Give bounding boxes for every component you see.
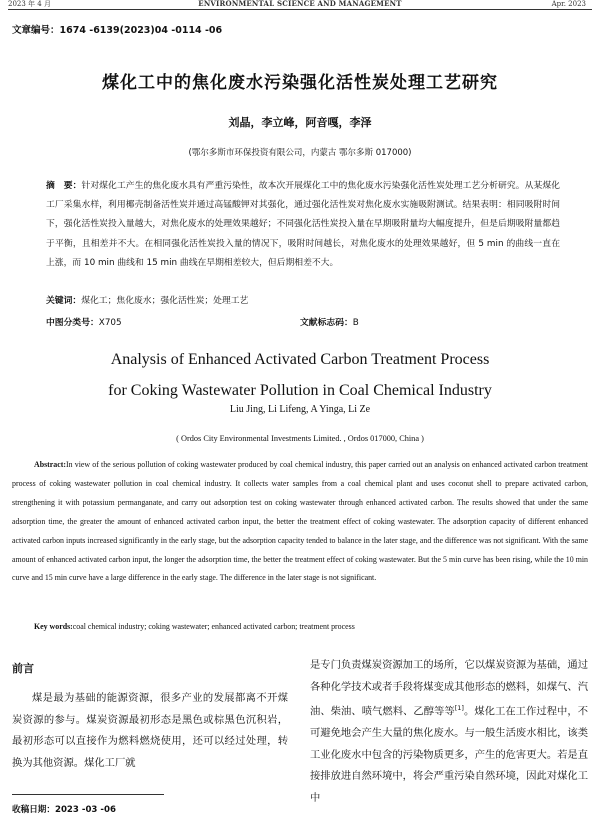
clc-value: X705 [98, 318, 122, 328]
keywords-en [34, 622, 355, 631]
title-en-line-1: Analysis of Enhanced Activated Carbon Treatment Process [110, 351, 490, 368]
header-rule [8, 9, 592, 10]
abstract-cn [46, 177, 560, 273]
body-column-right [310, 655, 588, 810]
paper-title-en [0, 344, 600, 406]
keywords-en-label: Key words: [34, 622, 73, 631]
keywords-cn-label: 关键词： [46, 296, 82, 306]
header-date-cn: 2023 年 4 月 [8, 0, 51, 8]
body-right-text-2: 。煤化工在工作过程中，不可避免地会产生大量的焦化废水。与一般生活废水相比，该类工业化废水中包含的污染物质更多，产生的危害更大。若是直接排放进自然环境中，将会严重污染自然环境，因此对煤化工中 [310, 705, 589, 804]
section-heading-preface: 前言 [12, 662, 34, 675]
header-date-en: Apr. 2023 [551, 0, 586, 8]
abstract-en-label: Abstract: [34, 460, 66, 469]
abstract-cn-text: 针对煤化工产生的焦化废水具有严重污染性，故本次开展煤化工中的焦化废水污染强化活性炭处理工艺分析研究。从某煤化工厂采集水样，利用椰壳制备活性炭并通过高锰酸钾对其强化，通过强化活性炭对焦化废水实施吸附测试。结果表明：相同吸附时间下，强化活性炭投入量越大，对焦化废水的处理效果越好；不同强化活性炭投入量在早期吸附量均大幅度提升，但是后期吸附量都趋于平衡，且相差并不大。在相同强化活性炭投入量的情况下，吸附时间越长，对焦化废水的处理效果越好，但 5 min 的曲线一直在上涨，而 10 min 曲线和 15 min 曲线在早期相差较大，但后期相差不大。 [46, 181, 560, 268]
classification-line [46, 315, 566, 328]
body-paragraph-right [310, 655, 588, 810]
body-right-text-1: 是专门负责煤炭资源加工的场所，它以煤炭资源为基础，通过各种化学技术或者手段将煤变成其他形态的燃料，如煤气、汽油、柴油、喷气燃料、乙醇等等 [310, 659, 589, 718]
abstract-en-text: In view of the serious pollution of coking wastewater produced by coal chemical industry, this paper carried out an analysis on enhanced activated carbon treatment process of coking wastewater pollution in coal chemical industry. It collects water samples from a coal chemical plant and uses coconut shell to prepare activated carbon, strengthening it with potassium permanganate, and carry out adsorption test on coking wastewater through enhanced activated carbon. The results showed that under the same adsorption time, the greater the amount of enhanced activated carbon input, the better the treatment effect of coking wastewater. The adsorption capacity of different enhanced activated carbon inputs increased significantly in the early stage, but the adsorption capacity tended to balance in the later stage, and the difference was not significant. With the same amount of enhanced activated carbon input, the longer the adsorption time, the better the treatment effect of coking wastewater. But the 5 min curve has been rising, while the 10 min curve and 15 min curve have a large difference in the early stage. The difference in the later stage is not significant. [12, 460, 588, 583]
affiliation-cn: (鄂尔多斯市环保投资有限公司，内蒙古 鄂尔多斯 017000) [188, 148, 412, 158]
footnote-rule [12, 794, 164, 795]
keywords-cn [46, 293, 248, 306]
body-column-left [12, 660, 288, 774]
abstract-en [12, 456, 588, 588]
doc-code [300, 315, 359, 328]
title-en-line-2: for Coking Wastewater Pollution in Coal Chemical Industry [108, 382, 492, 399]
citation-ref: [1] [454, 704, 464, 713]
doc-code-value: B [352, 318, 359, 328]
clc-label: 中图分类号： [46, 318, 99, 328]
abstract-cn-label: 摘 要： [46, 181, 82, 191]
received-date: 收稿日期：2023 -03 -06 [12, 805, 116, 815]
keywords-en-text: coal chemical industry; coking wastewater; enhanced activated carbon; treatment process [72, 622, 355, 631]
paper-title-cn: 煤化工中的焦化废水污染强化活性炭处理工艺研究 [102, 73, 498, 93]
article-number: 文章编号：1674 -6139(2023)04 -0114 -06 [12, 25, 223, 36]
journal-name: ENVIRONMENTAL SCIENCE AND MANAGEMENT [198, 0, 402, 8]
keywords-cn-text: 煤化工；焦化废水；强化活性炭；处理工艺 [81, 296, 249, 306]
body-paragraph-left: 煤是最为基础的能源资源，很多产业的发展都离不开煤炭资源的参与。煤炭资源最初形态是黑色或棕黑色沉积岩，最初形态可以直接作为燃料燃烧使用，还可以经过处理，转换为其他资源。煤化工厂就 [12, 692, 288, 769]
authors-cn: 刘晶，李立峰，阿音嘎，李泽 [228, 116, 372, 129]
running-header [0, 0, 600, 9]
authors-en: Liu Jing, Li Lifeng, A Yinga, Li Ze [229, 404, 371, 415]
affiliation-en: ( Ordos City Environmental Investments Limited. , Ordos 017000, China ) [176, 434, 424, 443]
doc-code-label: 文献标志码： [300, 318, 353, 328]
